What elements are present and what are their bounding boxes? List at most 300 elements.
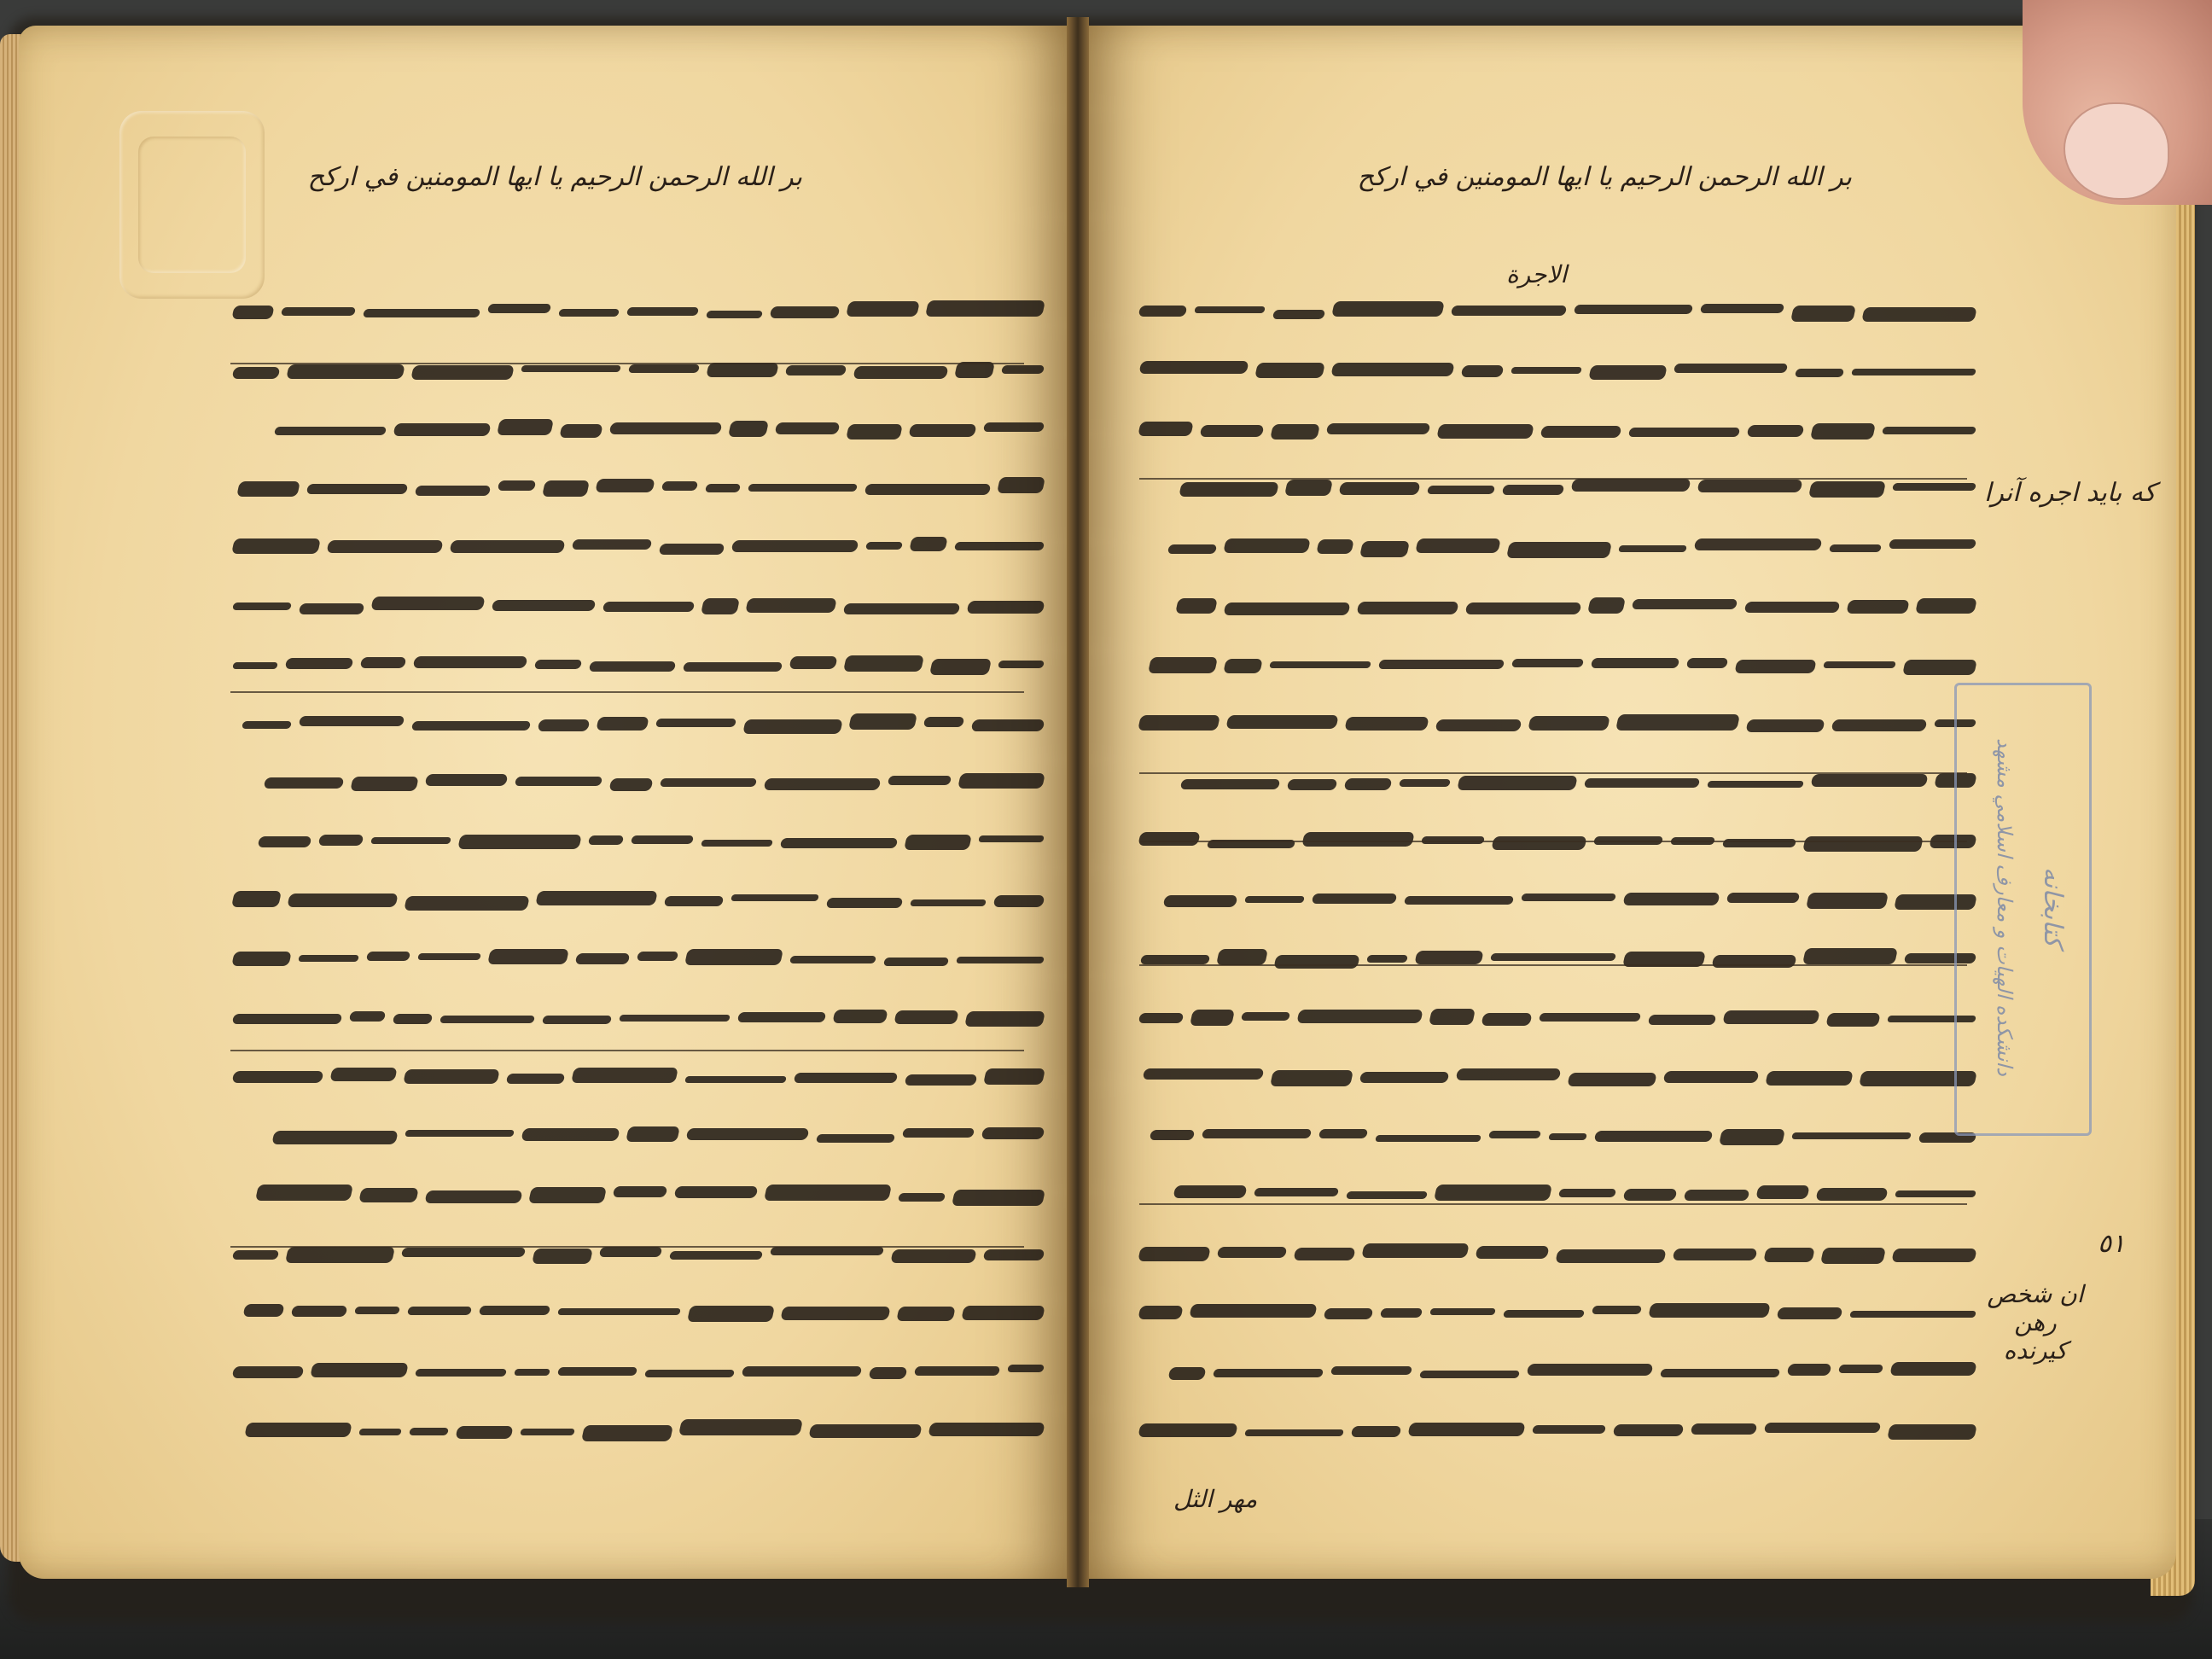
manuscript-line xyxy=(233,929,1044,989)
right-running-header: بر الله الرحمن الرحيم يا ايها المومنين في اركح xyxy=(1357,162,1852,192)
text-rule xyxy=(1139,841,1967,842)
script-word xyxy=(487,949,569,964)
script-word xyxy=(242,1304,284,1317)
script-word xyxy=(785,365,847,375)
script-word xyxy=(405,1130,515,1137)
script-word xyxy=(572,539,653,550)
script-word xyxy=(1532,1425,1606,1434)
script-word xyxy=(1548,1133,1587,1140)
script-word xyxy=(232,367,281,379)
script-word xyxy=(404,896,530,911)
script-word xyxy=(1889,1362,1976,1376)
script-word xyxy=(487,304,551,313)
script-word xyxy=(232,1014,343,1024)
manuscript-line xyxy=(233,988,1044,1048)
script-word xyxy=(542,480,590,497)
script-word xyxy=(1615,714,1740,731)
script-word xyxy=(535,891,658,905)
manuscript-line xyxy=(1139,576,1976,636)
script-word xyxy=(731,540,859,552)
script-word xyxy=(1823,661,1896,668)
script-word xyxy=(684,949,783,965)
script-word xyxy=(1795,369,1844,377)
script-word xyxy=(1697,480,1802,492)
text-rule xyxy=(1139,964,1967,966)
script-word xyxy=(1481,1013,1532,1026)
script-word xyxy=(271,1131,398,1144)
script-word xyxy=(232,1071,324,1083)
script-word xyxy=(1755,1185,1809,1199)
script-word xyxy=(363,309,480,317)
manuscript-line xyxy=(233,1342,1044,1401)
script-word xyxy=(1225,715,1338,729)
script-word xyxy=(393,423,491,436)
script-word xyxy=(298,955,359,962)
script-word xyxy=(1330,1366,1412,1375)
script-word xyxy=(1378,660,1505,669)
script-word xyxy=(370,597,485,610)
script-word xyxy=(678,1419,803,1435)
script-word xyxy=(354,1307,400,1314)
script-word xyxy=(1539,1013,1641,1022)
script-word xyxy=(1632,599,1738,609)
script-word xyxy=(1380,1308,1423,1318)
script-word xyxy=(1618,545,1687,552)
script-word xyxy=(232,1250,279,1260)
script-word xyxy=(686,1128,810,1140)
script-word xyxy=(1763,1248,1815,1262)
script-word xyxy=(1254,1188,1339,1196)
script-word xyxy=(1764,1423,1882,1433)
script-word xyxy=(1511,367,1582,374)
script-word xyxy=(1540,426,1622,438)
script-word xyxy=(1592,1306,1642,1314)
script-word xyxy=(1138,1306,1183,1319)
script-word xyxy=(637,952,678,961)
script-word xyxy=(1331,301,1445,317)
script-word xyxy=(1895,1190,1976,1197)
script-word xyxy=(506,1074,566,1084)
script-word xyxy=(366,952,410,961)
script-word xyxy=(1270,424,1320,439)
script-word xyxy=(1700,304,1784,313)
script-word xyxy=(1436,424,1534,439)
manuscript-line xyxy=(233,1106,1044,1166)
script-word xyxy=(557,1367,637,1376)
script-word xyxy=(964,1011,1045,1027)
script-word xyxy=(232,1366,305,1378)
script-word xyxy=(558,309,620,317)
script-word xyxy=(1889,539,1976,549)
script-word xyxy=(1660,1369,1780,1377)
script-word xyxy=(929,659,992,675)
script-word xyxy=(706,363,779,377)
script-word xyxy=(602,602,696,612)
script-word xyxy=(731,894,819,901)
script-word xyxy=(1419,1371,1520,1378)
manuscript-line xyxy=(1139,694,1976,754)
script-word xyxy=(1223,659,1263,673)
script-word xyxy=(789,956,876,963)
script-word xyxy=(1461,365,1505,377)
script-word xyxy=(925,300,1045,317)
script-word xyxy=(1194,306,1266,313)
script-word xyxy=(780,1307,890,1320)
script-word xyxy=(449,540,565,553)
script-word xyxy=(613,1186,668,1197)
script-word xyxy=(1574,305,1693,314)
script-word xyxy=(780,838,899,848)
script-word xyxy=(498,480,537,491)
script-word xyxy=(1007,1365,1045,1372)
script-word xyxy=(1190,1010,1235,1026)
script-word xyxy=(1902,660,1977,675)
script-word xyxy=(1356,602,1458,614)
script-word xyxy=(683,662,783,672)
script-word xyxy=(596,717,649,731)
script-word xyxy=(1223,602,1350,615)
script-word xyxy=(864,484,992,495)
script-word xyxy=(521,365,621,372)
script-word xyxy=(358,1188,419,1202)
script-word xyxy=(1648,1303,1771,1318)
script-word xyxy=(1831,719,1928,731)
script-word xyxy=(1777,1307,1843,1319)
script-word xyxy=(599,1247,663,1257)
script-word xyxy=(1491,836,1586,850)
script-word xyxy=(669,1251,763,1260)
script-word xyxy=(1558,1189,1616,1197)
manuscript-line xyxy=(1139,635,1976,695)
script-word xyxy=(1138,1013,1185,1023)
script-word xyxy=(1359,1072,1450,1083)
script-word xyxy=(1663,1071,1760,1083)
script-word xyxy=(425,774,509,786)
script-word xyxy=(1189,1304,1317,1318)
script-word xyxy=(581,1425,673,1441)
script-word xyxy=(236,481,300,497)
manuscript-line xyxy=(233,517,1044,577)
script-word xyxy=(1330,363,1454,376)
script-word xyxy=(285,658,354,669)
script-word xyxy=(1849,1311,1976,1318)
script-word xyxy=(413,656,528,668)
script-word xyxy=(588,835,624,845)
script-word xyxy=(299,603,365,614)
manuscript-line xyxy=(233,399,1044,459)
library-stamp xyxy=(1954,683,2092,1136)
script-word xyxy=(909,537,948,551)
left-running-header: بر الله الرحمن الرحيم يا ايها المومنين في اركح xyxy=(307,162,802,192)
script-word xyxy=(457,835,582,849)
script-word xyxy=(1528,716,1610,731)
script-word xyxy=(1584,778,1700,788)
script-word xyxy=(1375,1135,1481,1142)
script-word xyxy=(905,1074,978,1086)
script-word xyxy=(661,481,698,491)
script-word xyxy=(403,1069,500,1084)
script-word xyxy=(908,424,976,437)
manuscript-line xyxy=(1139,1047,1976,1107)
script-word xyxy=(687,1306,775,1322)
manuscript-line xyxy=(1139,458,1976,518)
script-word xyxy=(1488,1131,1541,1138)
script-word xyxy=(961,1306,1045,1320)
script-word xyxy=(1273,955,1359,969)
script-word xyxy=(318,835,364,846)
manuscript-line xyxy=(1139,399,1976,459)
script-word xyxy=(575,953,631,964)
script-word xyxy=(439,1016,535,1023)
script-word xyxy=(1344,717,1429,731)
script-word xyxy=(794,1073,899,1083)
script-word xyxy=(1555,1249,1666,1263)
manuscript-line xyxy=(1139,1283,1976,1342)
script-word xyxy=(1591,658,1680,668)
manuscript-line xyxy=(233,458,1044,518)
script-word xyxy=(258,836,312,847)
script-word xyxy=(1451,306,1568,316)
script-word xyxy=(1511,659,1584,667)
right-page-text xyxy=(1135,282,1976,1476)
script-word xyxy=(1747,425,1805,437)
script-word xyxy=(626,307,699,316)
manuscript-line xyxy=(1139,1165,1976,1225)
script-word xyxy=(559,424,602,438)
script-word xyxy=(865,542,903,550)
manuscript-line xyxy=(1139,1400,1976,1460)
script-word xyxy=(231,952,292,966)
script-word xyxy=(1427,486,1495,494)
script-word xyxy=(1244,1429,1344,1436)
script-word xyxy=(701,598,740,614)
script-word xyxy=(816,1134,895,1143)
script-word xyxy=(1502,485,1565,495)
script-word xyxy=(299,716,405,726)
script-word xyxy=(231,538,321,554)
script-word xyxy=(770,1247,884,1255)
script-word xyxy=(745,598,837,613)
manuscript-line xyxy=(1139,1106,1976,1166)
script-word xyxy=(415,1369,507,1377)
script-word xyxy=(894,1010,958,1024)
manuscript-line xyxy=(233,1283,1044,1342)
script-word xyxy=(888,776,952,785)
catchword: مهر الثل xyxy=(1173,1485,1258,1513)
script-word xyxy=(971,719,1045,731)
embossed-seal xyxy=(119,111,265,299)
script-word xyxy=(1588,365,1668,380)
script-word xyxy=(1851,369,1976,375)
script-word xyxy=(401,1248,526,1257)
script-word xyxy=(424,1190,522,1203)
script-word xyxy=(1527,1364,1654,1376)
script-word xyxy=(360,657,407,668)
script-word xyxy=(1138,715,1220,731)
script-word xyxy=(231,306,274,319)
script-word xyxy=(846,301,920,317)
script-word xyxy=(764,1185,892,1201)
script-word xyxy=(1802,948,1898,964)
script-word xyxy=(1815,1188,1888,1201)
script-word xyxy=(358,1429,402,1435)
script-word xyxy=(479,1306,550,1315)
script-word xyxy=(532,1249,593,1264)
script-word xyxy=(898,1193,946,1202)
script-word xyxy=(1808,481,1886,498)
script-word xyxy=(954,542,1045,550)
manuscript-line xyxy=(233,1224,1044,1284)
script-word xyxy=(1366,955,1408,963)
manuscript-line xyxy=(233,282,1044,341)
script-word xyxy=(981,1127,1045,1139)
script-word xyxy=(1475,1246,1549,1259)
manuscript-line xyxy=(1139,929,1976,989)
script-word xyxy=(1674,364,1788,373)
script-word xyxy=(1148,657,1218,673)
script-word xyxy=(349,1011,387,1022)
script-word xyxy=(748,484,858,492)
manuscript-line xyxy=(1139,988,1976,1048)
script-word xyxy=(1421,836,1485,844)
script-word xyxy=(370,837,451,844)
script-word xyxy=(1684,1190,1750,1201)
manuscript-line xyxy=(233,1400,1044,1460)
book-gutter xyxy=(1067,17,1089,1587)
text-rule xyxy=(1139,772,1967,774)
script-word xyxy=(1802,836,1924,852)
script-word xyxy=(626,1126,680,1142)
script-word xyxy=(1202,1129,1312,1138)
script-word xyxy=(1415,538,1501,553)
text-rule xyxy=(1139,1203,1967,1205)
script-word xyxy=(1594,1131,1714,1142)
script-word xyxy=(1138,1423,1237,1437)
script-word xyxy=(393,1014,434,1024)
script-word xyxy=(1254,363,1325,378)
script-word xyxy=(1346,1191,1428,1199)
script-word xyxy=(231,891,282,907)
script-word xyxy=(1216,949,1268,965)
script-word xyxy=(1200,425,1265,437)
script-word xyxy=(1217,1247,1288,1258)
script-word xyxy=(1838,1365,1883,1373)
script-word xyxy=(1312,894,1398,904)
script-word xyxy=(1457,776,1578,790)
manuscript-line xyxy=(1139,517,1976,577)
script-word xyxy=(407,1307,472,1315)
script-word xyxy=(770,306,841,318)
script-word xyxy=(1399,779,1451,787)
script-word xyxy=(1173,1185,1247,1198)
script-word xyxy=(832,1010,888,1023)
script-word xyxy=(1734,660,1816,673)
script-word xyxy=(1846,600,1909,614)
script-word xyxy=(1791,1132,1912,1139)
text-rule xyxy=(230,691,1024,693)
margin-note: كه بايد اجره آنرا xyxy=(1984,478,2157,508)
script-word xyxy=(1686,658,1729,668)
script-word xyxy=(843,655,924,672)
manuscript-line xyxy=(1139,1342,1976,1401)
folio-mark: ٥١ xyxy=(2098,1229,2126,1259)
manuscript-line xyxy=(1139,753,1976,812)
script-word xyxy=(978,835,1045,842)
script-word xyxy=(1810,774,1928,787)
script-word xyxy=(1825,1013,1880,1027)
script-word xyxy=(497,419,554,435)
script-word xyxy=(660,778,757,787)
script-word xyxy=(983,1068,1045,1085)
script-word xyxy=(1163,895,1238,907)
script-word xyxy=(1915,598,1977,614)
script-word xyxy=(1465,602,1582,614)
script-word xyxy=(1143,1068,1265,1080)
manuscript-line xyxy=(1139,1224,1976,1284)
script-word xyxy=(956,957,1045,963)
script-word xyxy=(1790,306,1856,322)
script-word xyxy=(628,364,700,373)
script-word xyxy=(264,777,345,789)
script-word xyxy=(808,1424,922,1438)
script-word xyxy=(492,600,597,611)
script-word xyxy=(1673,1249,1758,1260)
script-word xyxy=(1506,542,1612,558)
script-word xyxy=(896,1307,956,1321)
script-word xyxy=(1287,779,1338,790)
stamp-text: كتابخانه xyxy=(2038,867,2068,947)
script-word xyxy=(952,1190,1045,1206)
script-word xyxy=(1882,427,1976,434)
script-word xyxy=(764,778,882,790)
script-word xyxy=(281,307,356,316)
script-word xyxy=(684,1076,787,1083)
script-word xyxy=(1787,1364,1832,1376)
script-word xyxy=(983,1249,1045,1260)
script-word xyxy=(1179,482,1279,497)
script-word xyxy=(1270,1070,1353,1086)
script-word xyxy=(843,603,961,614)
script-word xyxy=(664,896,725,906)
script-word xyxy=(1429,1009,1476,1025)
script-word xyxy=(1180,779,1281,789)
script-word xyxy=(1167,1367,1206,1380)
script-word xyxy=(1138,832,1200,846)
script-word xyxy=(274,427,387,435)
script-word xyxy=(350,777,419,791)
script-word xyxy=(1765,1071,1854,1086)
script-word xyxy=(1521,894,1616,901)
manuscript-line xyxy=(1139,341,1976,400)
manuscript-line xyxy=(233,635,1044,695)
script-word xyxy=(1806,893,1889,909)
script-word xyxy=(291,1306,348,1317)
script-word xyxy=(242,721,292,729)
script-word xyxy=(1241,1012,1290,1021)
script-word xyxy=(1891,1249,1976,1262)
manuscript-line xyxy=(233,576,1044,636)
script-word xyxy=(1150,1130,1196,1140)
left-page-text xyxy=(229,282,1044,1476)
thumbnail xyxy=(2064,102,2169,200)
script-word xyxy=(1404,896,1514,905)
script-word xyxy=(742,719,843,734)
script-word xyxy=(983,422,1045,432)
script-word xyxy=(415,486,492,496)
script-word xyxy=(998,661,1045,668)
script-word xyxy=(232,602,292,610)
text-rule xyxy=(230,1246,1024,1248)
